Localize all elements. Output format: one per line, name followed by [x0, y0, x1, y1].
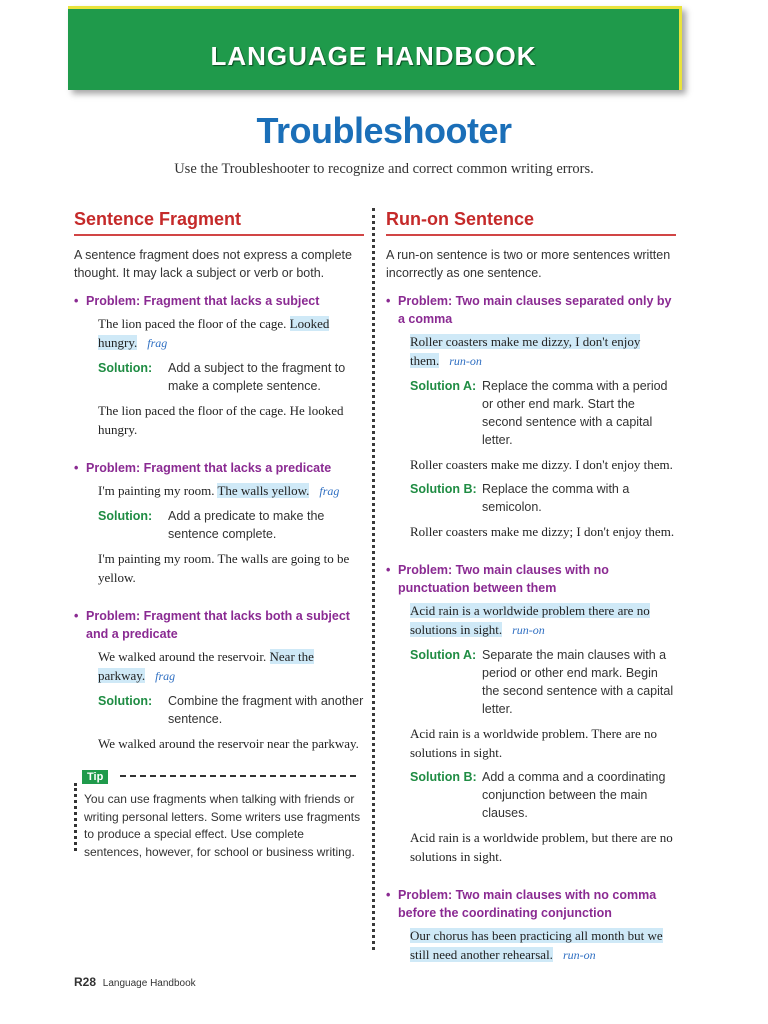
editor-mark: frag [147, 336, 168, 350]
tip-box [74, 767, 364, 861]
solution-label: Solution A: [410, 379, 477, 393]
bullet-icon: • [386, 563, 391, 577]
bullet-icon: • [74, 609, 79, 623]
section-intro: A run-on sentence is two or more sentences written incorrectly as one sentence. [386, 248, 671, 280]
solution-label: Solution: [98, 509, 153, 523]
error-highlight: Looked hungry. [98, 316, 330, 350]
solution-text: Add a predicate to make the sentence complete. [168, 509, 325, 541]
editor-mark: frag [319, 484, 340, 498]
section-heading: Run-on Sentence [386, 208, 676, 236]
section-intro: A sentence fragment does not express a complete thought. It may lack a subject or verb or both. [74, 248, 352, 280]
solution-text: Replace the comma with a period or other end mark. Start the second sentence with a capital letter. [482, 379, 668, 447]
footer-label: Language Handbook [102, 978, 196, 989]
solution [98, 692, 364, 728]
banner-title: LANGUAGE HANDBOOK [210, 41, 537, 71]
corrected-sentence: I'm painting my room. The walls are going to be yellow. [98, 551, 350, 585]
example-sentence: We walked around the reservoir. Near the parkway. frag [98, 649, 314, 683]
problem-heading: • Problem: Two main clauses with no comma before the coordinating conjunction [386, 888, 657, 920]
corrected-sentence: Acid rain is a worldwide problem. There are no solutions in sight. [410, 726, 658, 760]
tip-label: Tip [82, 770, 108, 784]
solution [98, 507, 364, 543]
solution-text: Separate the main clauses with a period or other end mark. Begin the second sentence with a capital letter. [482, 648, 674, 716]
problem-heading: • Problem: Two main clauses with no punctuation between them [386, 563, 609, 595]
problem-heading: • Problem: Fragment that lacks a subject [74, 294, 320, 308]
solution-b [410, 480, 676, 516]
editor-mark: frag [155, 669, 176, 683]
bullet-icon: • [74, 461, 79, 475]
error-highlight: Acid rain is a worldwide problem there are no solutions in sight. [410, 603, 650, 637]
example-sentence: The lion paced the floor of the cage. Looked hungry. frag [98, 316, 330, 350]
solution-a [410, 646, 676, 718]
section-heading: Sentence Fragment [74, 208, 364, 236]
page-subtitle: Use the Troubleshooter to recognize and correct common writing errors. [174, 161, 594, 177]
example-sentence [410, 926, 676, 965]
error-highlight: Near the parkway. [98, 649, 314, 683]
solution-text: Combine the fragment with another sentence. [168, 694, 364, 726]
tip-divider [120, 775, 356, 777]
header-banner [68, 6, 682, 90]
example-sentence [410, 601, 676, 640]
solution-label: Solution A: [410, 648, 477, 662]
page-number: R28 [74, 975, 97, 989]
solution-text: Add a subject to the fragment to make a complete sentence. [168, 361, 346, 393]
tip-side-rule [74, 783, 77, 851]
editor-mark: run-on [449, 354, 482, 368]
corrected-sentence: Roller coasters make me dizzy; I don't enjoy them. [410, 524, 675, 539]
bullet-icon: • [74, 294, 79, 308]
solution-label: Solution: [98, 361, 153, 375]
solution-label: Solution B: [410, 770, 477, 784]
corrected-sentence: Roller coasters make me dizzy. I don't enjoy them. [410, 457, 673, 472]
page-footer [74, 975, 196, 989]
editor-mark: run-on [562, 948, 596, 962]
problem-heading: • Problem: Two main clauses separated only by a comma [386, 294, 672, 326]
problem-heading: • Problem: Fragment that lacks a predicate [74, 461, 332, 475]
solution [98, 359, 364, 395]
bullet-icon: • [386, 294, 391, 308]
column-divider [372, 208, 375, 950]
error-highlight: Roller coasters make me dizzy, I don't enjoy them. [410, 334, 641, 368]
solution-a [410, 377, 676, 449]
sentence-fragment-column [74, 208, 364, 861]
example-sentence: I'm painting my room. The walls yellow. frag [98, 483, 340, 498]
corrected-sentence: Acid rain is a worldwide problem, but there are no solutions in sight. [410, 830, 673, 864]
corrected-sentence: We walked around the reservoir near the parkway. [98, 736, 359, 751]
problem-heading: • Problem: Fragment that lacks both a subject and a predicate [74, 609, 350, 641]
example-sentence [410, 332, 676, 371]
run-on-sentence-column [386, 208, 676, 971]
solution-text: Replace the comma with a semicolon. [482, 482, 630, 514]
solution-label: Solution: [98, 694, 153, 708]
corrected-sentence: The lion paced the floor of the cage. He looked hungry. [98, 403, 344, 437]
editor-mark: run-on [512, 623, 545, 637]
error-highlight: The walls yellow. [217, 483, 310, 498]
error-highlight: Our chorus has been practicing all month but we still need another rehearsal. [410, 928, 663, 962]
page-title: Troubleshooter [256, 110, 512, 151]
bullet-icon: • [386, 888, 391, 902]
solution-b [410, 768, 676, 822]
tip-text: You can use fragments when talking with friends or writing personal letters. Some writers use fragments to produce a special effect. Use complete sentences, however, for school or business writing. [84, 792, 361, 859]
solution-label: Solution B: [410, 482, 477, 496]
solution-text: Add a comma and a coordinating conjunction between the main clauses. [482, 770, 666, 820]
